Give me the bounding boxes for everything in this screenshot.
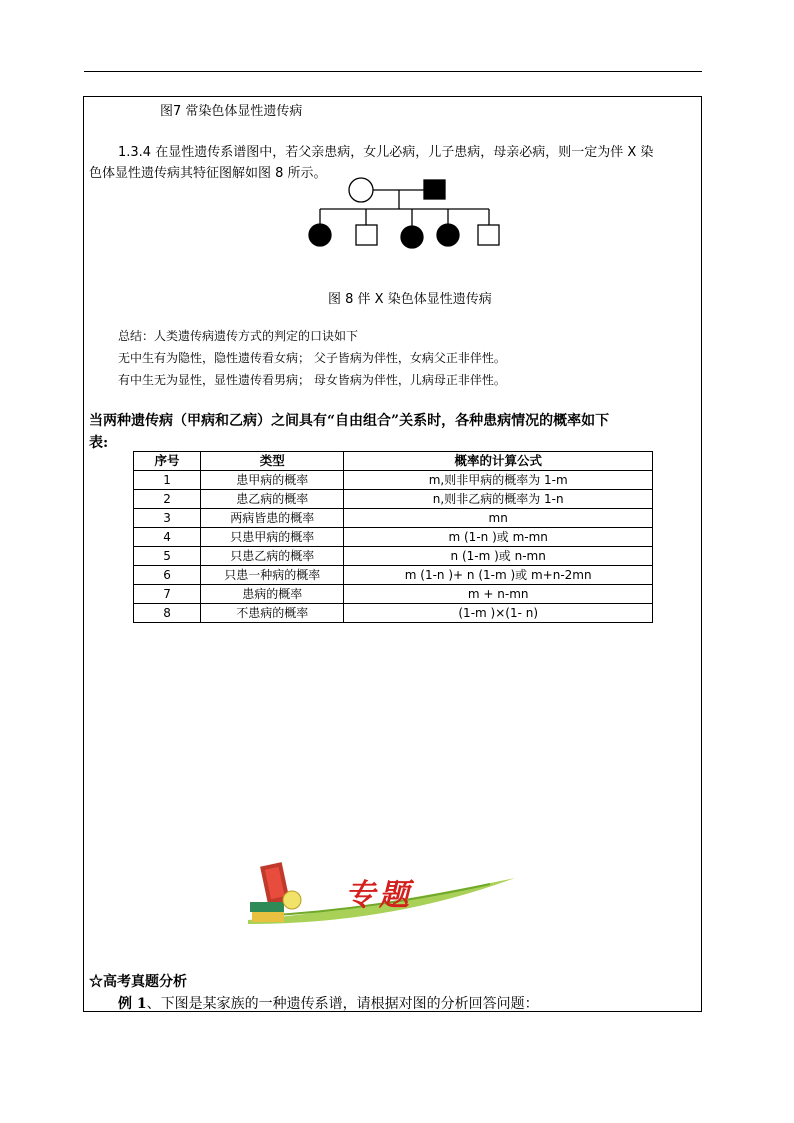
- books-icon: [246, 860, 306, 928]
- table-cell: 只患甲病的概率: [201, 528, 344, 547]
- table-row: [134, 471, 653, 490]
- table-header-cell: 概率的计算公式: [344, 452, 653, 471]
- daughter-affected-symbol: [309, 224, 331, 246]
- table-cell: 7: [134, 585, 201, 604]
- table-cell: n (1-m )或 n-mn: [344, 547, 653, 566]
- topic-banner: [240, 858, 520, 933]
- table-cell: mn: [344, 509, 653, 528]
- section-title: ☆高考真题分析: [89, 974, 187, 990]
- summary-rule-2: 有中生无为显性，显性遗传看男病； 母女皆病为伴性，儿病母正非伴性。: [118, 373, 506, 387]
- table-cell: 5: [134, 547, 201, 566]
- table-row: [134, 604, 653, 623]
- table-cell: m + n-mn: [344, 585, 653, 604]
- table-cell: 患病的概率: [201, 585, 344, 604]
- table-cell: m (1-n )+ n (1-m )或 m+n-2mn: [344, 566, 653, 585]
- summary-rule-1: 无中生有为隐性，隐性遗传看女病； 父子皆病为伴性，女病父正非伴性。: [118, 351, 506, 365]
- table-row: [134, 490, 653, 509]
- table-cell: 两病皆患的概率: [201, 509, 344, 528]
- example-text: 、下图是某家族的一种遗传系谱，请根据对图的分析回答问题：: [146, 996, 539, 1012]
- header-rule: [84, 71, 702, 72]
- table-cell: 患甲病的概率: [201, 471, 344, 490]
- table-header-cell: 类型: [201, 452, 344, 471]
- table-cell: 4: [134, 528, 201, 547]
- table-cell: 8: [134, 604, 201, 623]
- daughter-affected-symbol: [437, 224, 459, 246]
- table-cell: 6: [134, 566, 201, 585]
- para-line1: 1.3.4 在显性遗传系谱图中，若父亲患病，女儿必病，儿子患病，母亲必病，则一定为伴 X 染: [118, 145, 654, 160]
- table-header-cell: 序号: [134, 452, 201, 471]
- son-normal-symbol: [356, 225, 377, 245]
- table-cell: 只患乙病的概率: [201, 547, 344, 566]
- section-heading-line1: 当两种遗传病（甲病和乙病）之间具有“自由组合”关系时，各种患病情况的概率如下: [89, 413, 610, 429]
- father-affected-symbol: [424, 180, 445, 199]
- table-cell: 只患一种病的概率: [201, 566, 344, 585]
- table-cell: m (1-n )或 m-mn: [344, 528, 653, 547]
- table-cell: m,则非甲病的概率为 1-m: [344, 471, 653, 490]
- table-row: [134, 566, 653, 585]
- table-cell: 患乙病的概率: [201, 490, 344, 509]
- daughter-affected-symbol: [401, 226, 423, 248]
- probability-table: [133, 451, 653, 623]
- table-cell: 不患病的概率: [201, 604, 344, 623]
- table-header-row: [134, 452, 653, 471]
- table-cell: 1: [134, 471, 201, 490]
- banner-title: 专题: [345, 878, 413, 913]
- fig7-caption: 图7 常染色体显性遗传病: [160, 104, 303, 119]
- table-cell: 3: [134, 509, 201, 528]
- example-label: 例 1: [118, 996, 147, 1012]
- table-row: [134, 547, 653, 566]
- summary-title: 总结：人类遗传病遗传方式的判定的口诀如下: [118, 329, 359, 343]
- pedigree-diagram: [300, 176, 510, 251]
- table-cell: 2: [134, 490, 201, 509]
- section-heading-line2: 表:: [89, 435, 109, 451]
- table-cell: (1-m )×(1- n): [344, 604, 653, 623]
- table-row: [134, 509, 653, 528]
- fig8-caption: 图 8 伴 X 染色体显性遗传病: [328, 292, 492, 307]
- mother-normal-symbol: [349, 178, 373, 202]
- table-row: [134, 585, 653, 604]
- son-normal-symbol: [478, 225, 499, 245]
- example-question: [118, 993, 539, 1013]
- table-row: [134, 528, 653, 547]
- para-line2: 色体显性遗传病其特征图解如图 8 所示。: [89, 166, 327, 181]
- table-cell: n,则非乙病的概率为 1-n: [344, 490, 653, 509]
